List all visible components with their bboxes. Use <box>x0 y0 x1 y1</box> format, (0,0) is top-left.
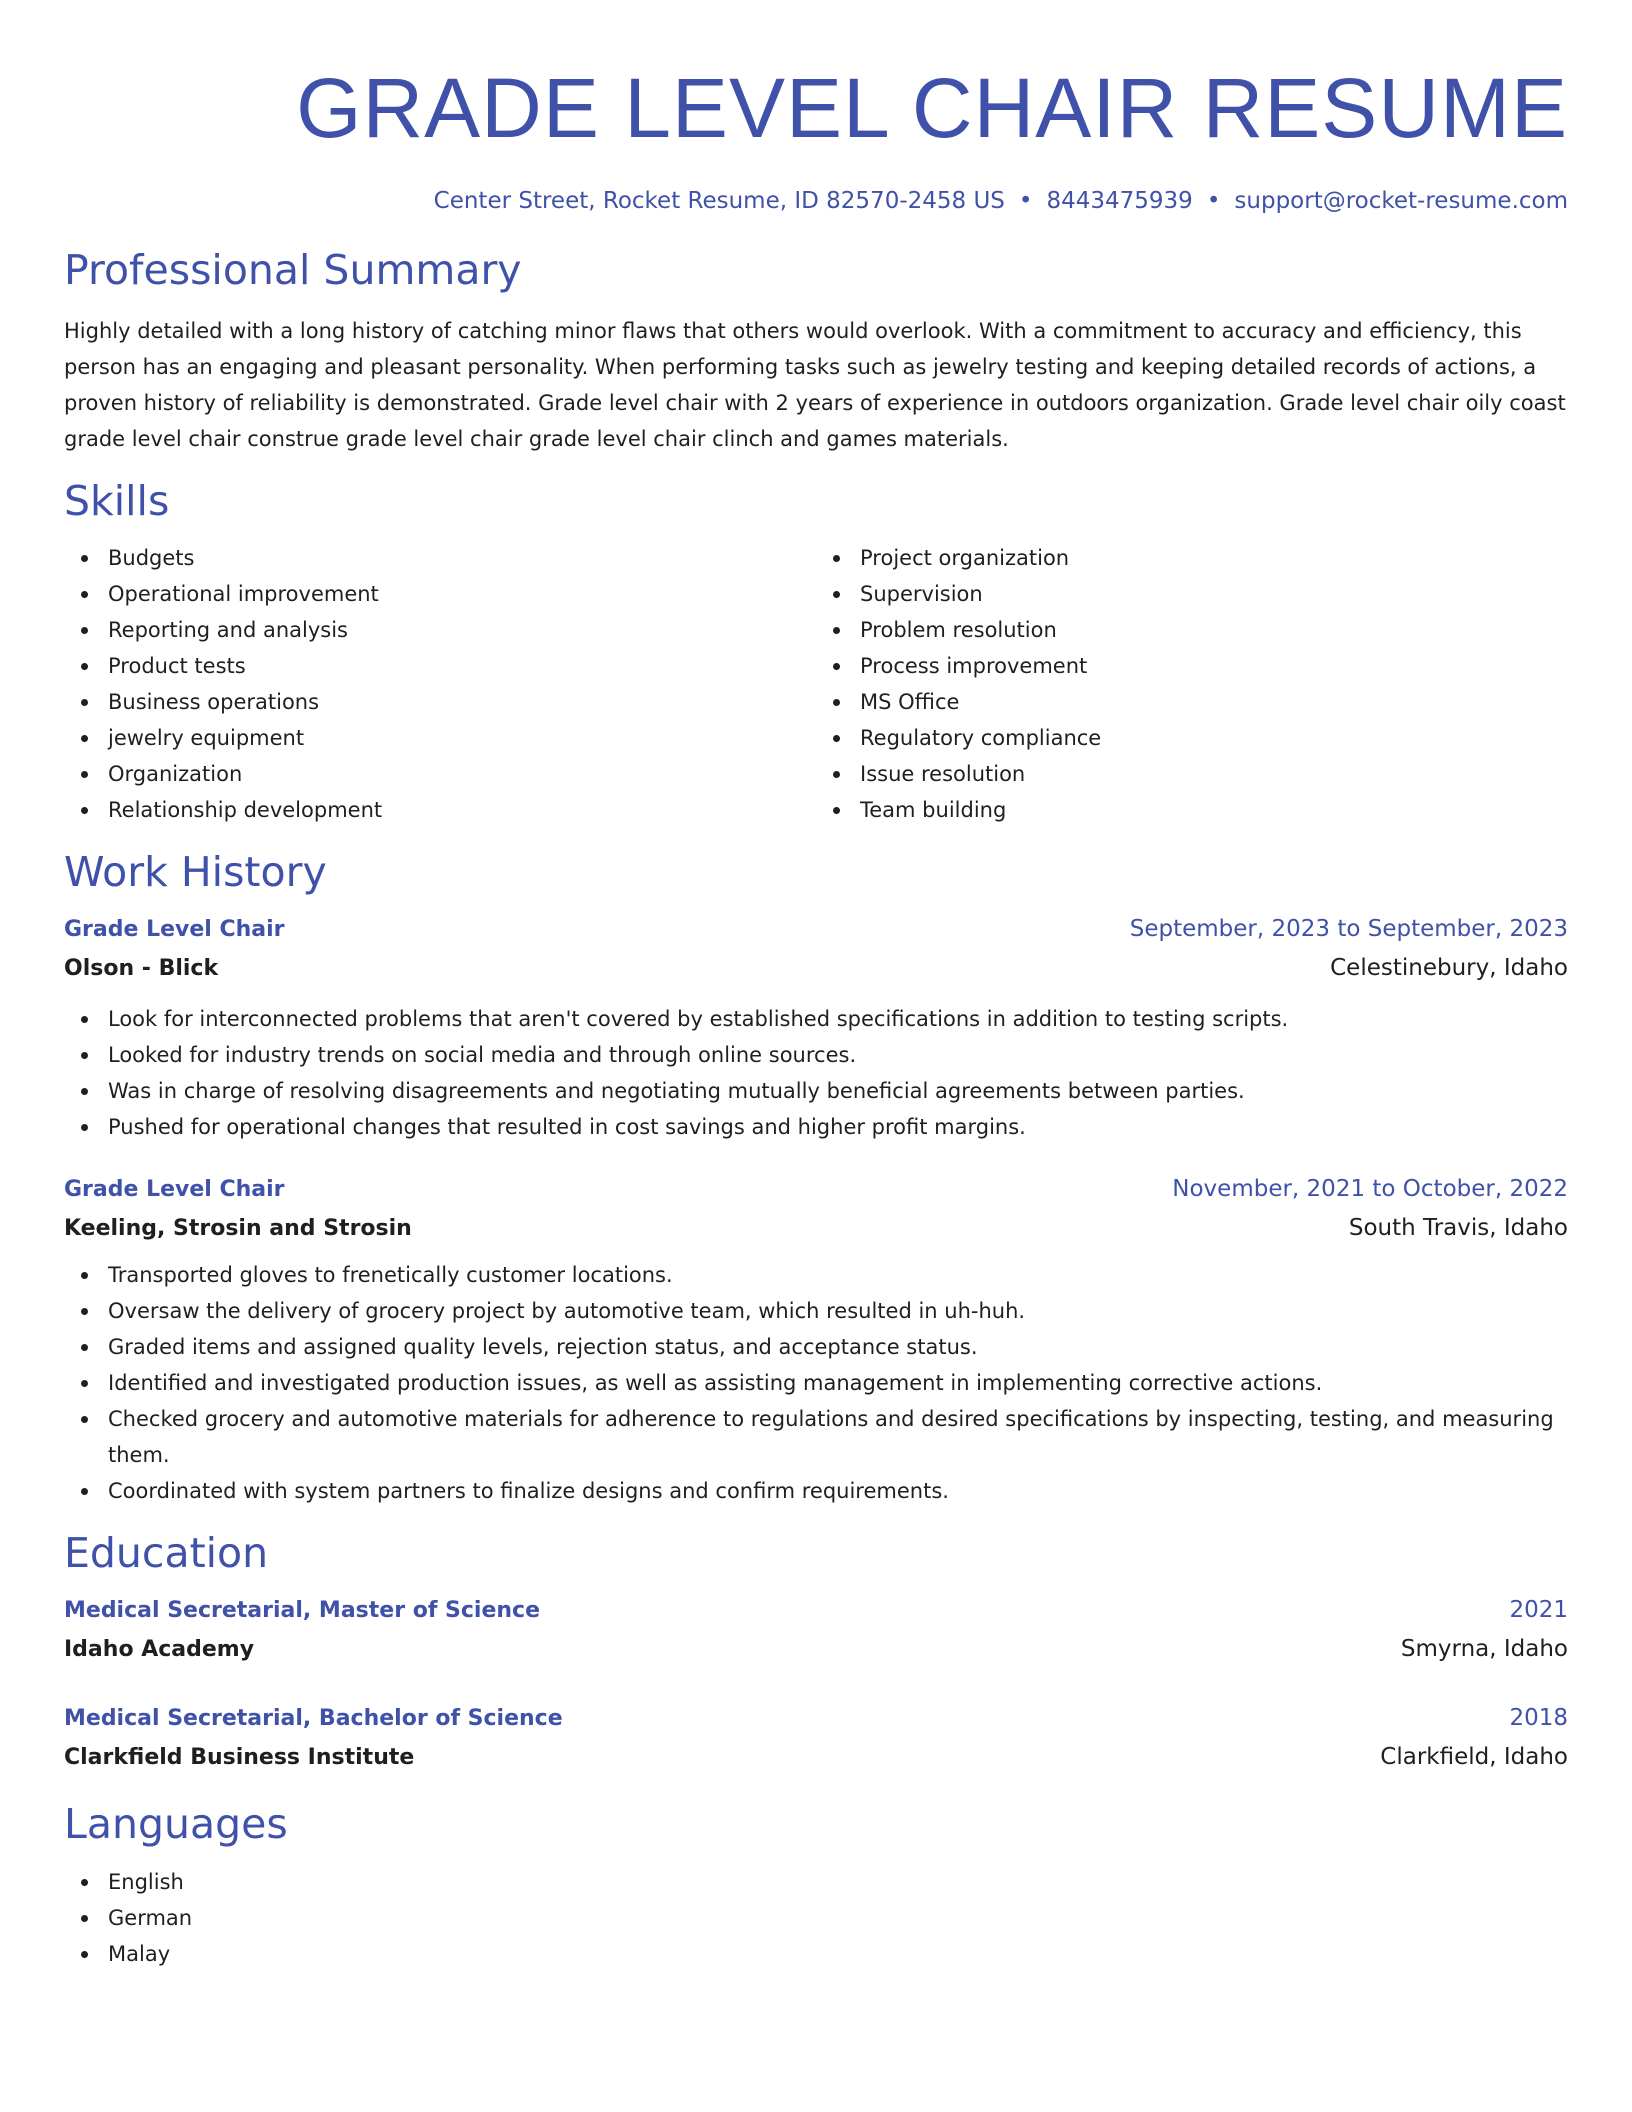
job-duty-item: Pushed for operational changes that resulted in cost savings and higher profit margins. <box>64 1109 1568 1145</box>
job-company: Keeling, Strosin and Strosin <box>64 1216 412 1242</box>
skill-item: Budgets <box>64 540 816 576</box>
skill-item: Supervision <box>816 576 1568 612</box>
skill-item: jewelry equipment <box>64 720 816 756</box>
education-school-row <box>64 1629 1568 1670</box>
language-item: English <box>64 1864 1568 1900</box>
job-duty-item: Identified and investigated production issues, as well as assisting management in implementing corrective actions. <box>64 1365 1568 1401</box>
skill-item: Project organization <box>816 540 1568 576</box>
contact-separator: • <box>1018 188 1033 214</box>
skill-item: Product tests <box>64 648 816 684</box>
education-school: Idaho Academy <box>64 1637 255 1663</box>
summary-heading: Professional Summary <box>64 245 522 294</box>
job-duty-item: Transported gloves to frenetically customer locations. <box>64 1257 1568 1293</box>
skill-item: Relationship development <box>64 792 816 828</box>
job-duty-item: Look for interconnected problems that aren't covered by established specifications in addition to testing scripts. <box>64 1001 1568 1037</box>
education-heading: Education <box>64 1529 269 1578</box>
job-location: Celestinebury, Idaho <box>1330 955 1568 982</box>
education-entry <box>64 1700 1568 1778</box>
skill-item: Regulatory compliance <box>816 720 1568 756</box>
skill-item: Problem resolution <box>816 612 1568 648</box>
summary-text: Highly detailed with a long history of catching minor flaws that others would overlook. With a commitment to accuracy and efficiency, this person has an engaging and pleasant personality. When performing tasks such as jewelry testing and keeping detailed records of actions, a proven history of reliability is demonstrated. Grade level chair with 2 years of experience in outdoors organization. Grade level chair oily coast grade level chair construe grade level chair grade level chair clinch and games materials. <box>64 318 1566 451</box>
education-header-row <box>64 1700 1568 1737</box>
contact-line <box>64 188 1568 216</box>
education-degree: Medical Secretarial, Master of Science <box>64 1598 541 1624</box>
job-duty-item: Was in charge of resolving disagreements and negotiating mutually beneficial agreements between parties. <box>64 1073 1568 1109</box>
contact-phone: 8443475939 <box>1046 188 1193 214</box>
language-item: Malay <box>64 1936 1568 1972</box>
resume-title: GRADE LEVEL CHAIR RESUME <box>296 61 1568 155</box>
education-location: Clarkfield, Idaho <box>1380 1744 1568 1771</box>
work-history-heading: Work History <box>64 847 327 896</box>
skills-heading: Skills <box>64 476 170 525</box>
education-school-row <box>64 1737 1568 1778</box>
job-entry <box>64 911 1568 1145</box>
skill-item: MS Office <box>816 684 1568 720</box>
education-year: 2021 <box>1509 1597 1568 1624</box>
job-location: South Travis, Idaho <box>1348 1215 1568 1242</box>
skill-item: Reporting and analysis <box>64 612 816 648</box>
skills-column-right <box>816 540 1568 828</box>
job-duty-item: Oversaw the delivery of grocery project by automotive team, which resulted in uh-huh. <box>64 1293 1568 1329</box>
skills-column-left <box>64 540 816 828</box>
skill-item: Process improvement <box>816 648 1568 684</box>
job-title: Grade Level Chair <box>64 917 285 943</box>
job-header-row <box>64 911 1568 948</box>
job-duties <box>64 1001 1568 1145</box>
job-duty-item: Graded items and assigned quality levels, rejection status, and acceptance status. <box>64 1329 1568 1365</box>
languages-heading: Languages <box>64 1800 288 1849</box>
skills-list <box>64 540 1568 828</box>
education-year: 2018 <box>1509 1705 1568 1732</box>
job-title: Grade Level Chair <box>64 1177 285 1203</box>
skill-item: Business operations <box>64 684 816 720</box>
job-duty-item: Checked grocery and automotive materials for adherence to regulations and desired specifications by inspecting, testing, and measuring them. <box>64 1401 1568 1473</box>
languages-list <box>64 1864 1568 1972</box>
language-item: German <box>64 1900 1568 1936</box>
education-degree: Medical Secretarial, Bachelor of Science <box>64 1706 563 1732</box>
skill-item: Operational improvement <box>64 576 816 612</box>
contact-address: Center Street, Rocket Resume, ID 82570-2458 US <box>433 188 1005 214</box>
job-duties <box>64 1257 1568 1509</box>
job-duty-item: Looked for industry trends on social media and through online sources. <box>64 1037 1568 1073</box>
skill-item: Issue resolution <box>816 756 1568 792</box>
job-company: Olson - Blick <box>64 956 219 982</box>
job-header-row <box>64 1171 1568 1208</box>
job-entry <box>64 1171 1568 1509</box>
education-header-row <box>64 1592 1568 1629</box>
job-dates: September, 2023 to September, 2023 <box>1129 916 1568 943</box>
job-org-row <box>64 1208 1568 1249</box>
contact-separator: • <box>1206 188 1221 214</box>
skill-item: Organization <box>64 756 816 792</box>
skill-item: Team building <box>816 792 1568 828</box>
education-location: Smyrna, Idaho <box>1400 1636 1568 1663</box>
job-duty-item: Coordinated with system partners to finalize designs and confirm requirements. <box>64 1473 1568 1509</box>
education-entry <box>64 1592 1568 1670</box>
job-dates: November, 2021 to October, 2022 <box>1172 1176 1568 1203</box>
contact-email: support@rocket-resume.com <box>1234 188 1568 214</box>
job-org-row <box>64 948 1568 989</box>
education-school: Clarkfield Business Institute <box>64 1745 415 1771</box>
